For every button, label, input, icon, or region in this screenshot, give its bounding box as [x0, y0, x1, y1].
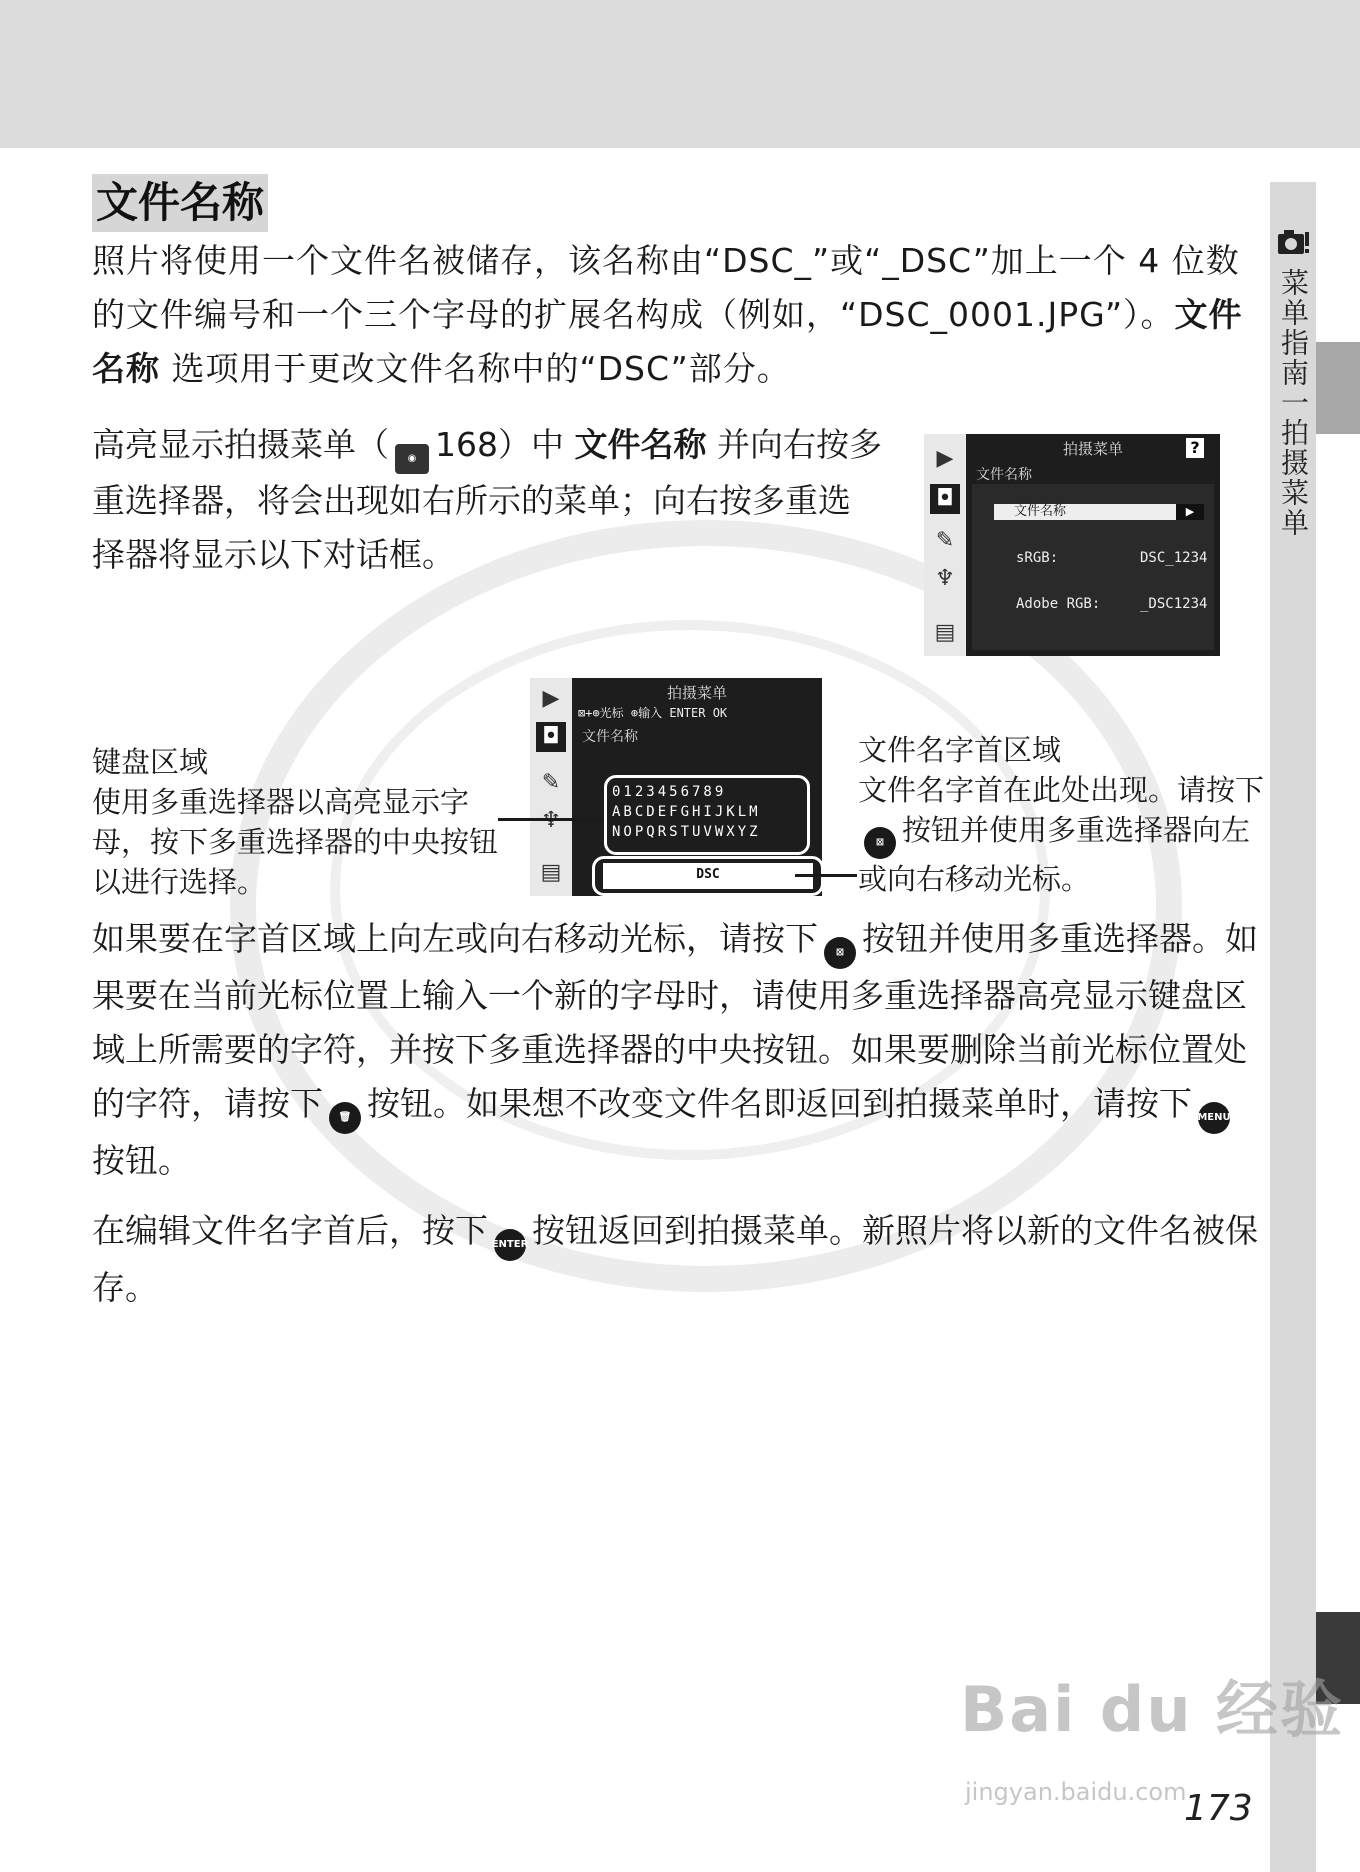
zoom-button-icon: ⊠: [824, 937, 856, 969]
menu-highlight-row: 文件名称 ▶: [994, 504, 1204, 520]
wrench-icon: ♆: [935, 566, 955, 591]
menu-row-key: sRGB:: [1016, 550, 1059, 566]
playback-icon: ▶: [542, 686, 560, 711]
prefix-value: DSC: [603, 863, 813, 889]
menu-header: 拍摄菜单: [1062, 440, 1123, 458]
pencil-icon: ✎: [935, 528, 955, 553]
menu-tabs: [530, 678, 572, 896]
callout-title: 文件名字首区域: [858, 733, 1062, 767]
leader-line: [498, 818, 604, 821]
menu-header: 拍摄菜单: [666, 684, 727, 702]
zoom-button-icon: ⊠: [864, 827, 896, 859]
menu-hint: ⊠+⊕光标 ⊕输入 ENTER OK: [578, 706, 728, 720]
callout-body: 文件名字首在此处出现。请按下⊠ 按钮并使用多重选择器向左或向右移动光标。: [858, 773, 1265, 896]
keyboard-row: ABCDEFGHIJKLM: [612, 804, 761, 820]
menu-panel: [972, 484, 1214, 650]
playback-icon: ▶: [936, 446, 954, 471]
menu-row-value: _DSC1234: [1140, 596, 1208, 612]
leader-line: [795, 874, 857, 877]
keyboard-row: NOPQRSTUVWXYZ: [612, 824, 761, 840]
top-band: [0, 0, 1360, 148]
baidu-watermark-url: jingyan.baidu.com: [965, 1778, 1187, 1806]
page-number: 173: [1184, 1788, 1253, 1829]
menu-tabs: [924, 434, 966, 656]
callout-title: 键盘区域: [92, 745, 209, 779]
menu-subtitle: 文件名称: [582, 729, 638, 745]
keyboard-row: 0123456789: [612, 784, 727, 800]
page-title: 文件名称: [92, 174, 268, 232]
side-accent-top: [1316, 342, 1360, 434]
arrow-right-icon: ▶: [1176, 504, 1204, 520]
callout-body: 使用多重选择器以高亮显示字母，按下多重选择器的中央按钮以进行选择。: [92, 785, 499, 899]
prefix-area: [592, 856, 824, 896]
menu-row-key: Adobe RGB:: [1016, 596, 1101, 612]
menu-screenshot-filename: [924, 434, 1220, 656]
menu-subtitle: 文件名称: [976, 467, 1032, 483]
editing-paragraph: 如果要在字首区域上向左或向右移动光标，请按下 ⊠ 按钮并使用多重选择器。如果要在当前光标位置上输入一个新的字母时，请使用多重选择器高亮显示键盘区域上所需要的字符，并按下多重选择器的中央按钮。如果要删除当前光标位置处的字符，请按下 🗑 按钮。如果想不改变文件名即返回到拍摄菜单时，请按下 MENU按钮。: [92, 919, 1258, 1180]
help-icon: ?: [1186, 438, 1204, 458]
menu-screenshot-keyboard: [530, 678, 822, 896]
intro-paragraph: 照片将使用一个文件名被储存，该名称由“DSC_”或“_DSC”加上一个 4 位数的文件编号和一个三个字母的扩展名构成（例如，“DSC_0001.JPG”）。文件名称 选项用于更改文件名称中的“DSC”部分。: [92, 241, 1243, 388]
recent-icon: ▤: [934, 620, 956, 645]
page-reference-icon: ◉: [395, 444, 429, 474]
wrench-icon: [536, 806, 566, 836]
camera-icon: ◘: [536, 722, 566, 752]
side-section-label: 菜单指南一拍摄菜单: [1277, 268, 1310, 538]
save-paragraph: 在编辑文件名字首后，按下 ENTER 按钮返回到拍摄菜单。新照片将以新的文件名被保存。: [92, 1211, 1258, 1307]
menu-button-icon: MENU: [1198, 1102, 1230, 1134]
camera-icon: ◘: [930, 484, 960, 514]
camera-icon: [1276, 226, 1310, 260]
instruction-paragraph: 高亮显示拍摄菜单（ ◉ 168）中 文件名称 并向右按多重选择器，将会出现如右所示的菜单；向右按多重选择器将显示以下对话框。: [92, 425, 882, 574]
pencil-icon: ✎: [541, 770, 561, 795]
baidu-watermark: Bai du 经验: [960, 1673, 1345, 1746]
recent-icon: ▤: [540, 860, 562, 885]
callout-prefix: [858, 730, 1268, 899]
trash-button-icon: 🗑: [329, 1102, 361, 1134]
callout-keyboard: [92, 742, 512, 902]
enter-button-icon: ENTER: [494, 1229, 526, 1261]
menu-row-value: DSC_1234: [1140, 550, 1208, 566]
